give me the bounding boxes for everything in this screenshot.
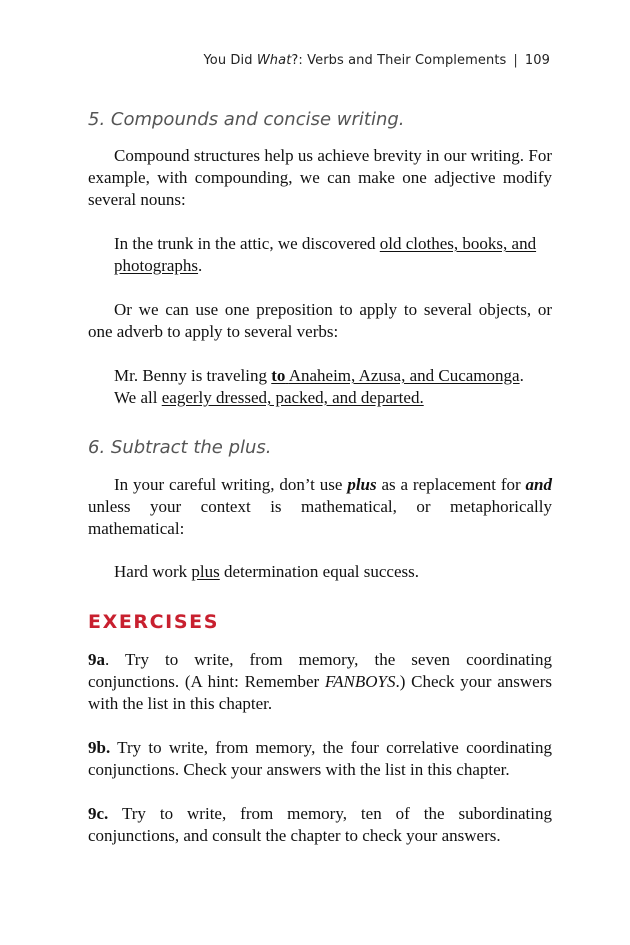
section-6-paragraph xyxy=(88,474,552,540)
section-5-paragraph-1: Compound structures help us achieve brevity in our writing. For example, with compounding, we can make one adjective modify several nouns: xyxy=(88,146,552,209)
running-head-separator: | xyxy=(513,53,518,68)
example-1-text: In the trunk in the attic, we discovered xyxy=(114,234,380,253)
example-4-text: Hard work xyxy=(114,562,192,581)
running-head-title-post: ?: Verbs and Their Complements xyxy=(291,53,507,68)
exercise-9a xyxy=(88,649,552,715)
section-6-heading: 6. Subtract the plus. xyxy=(88,437,272,458)
exercise-9a-text-1: . Try to write, from memory, the seven coordinating conjunctions. (A hint: Remember xyxy=(88,650,552,691)
example-2-preposition: to xyxy=(271,366,286,385)
example-adverb xyxy=(114,387,554,409)
exercise-9c xyxy=(88,803,552,847)
exercise-9c-label: 9c. xyxy=(88,804,109,823)
example-1-underlined: old clothes, books, and photographs xyxy=(114,234,537,275)
example-2-objects: Anaheim, Azusa, and Cucamonga xyxy=(288,366,520,385)
exercise-9b xyxy=(88,737,552,781)
example-4-plus: plus xyxy=(191,562,220,581)
example-3-underlined: eagerly dressed, packed, and departed. xyxy=(161,388,424,407)
section-5-heading: 5. Compounds and concise writing. xyxy=(88,109,405,130)
example-1-end: . xyxy=(198,256,203,275)
section-6-and: and xyxy=(525,475,552,494)
running-head xyxy=(203,53,550,68)
example-compound-nouns xyxy=(114,233,554,277)
example-plus xyxy=(114,561,554,583)
section-6-plus: plus xyxy=(347,475,377,494)
exercises-heading: EXERCISES xyxy=(88,611,219,633)
example-preposition xyxy=(114,365,554,387)
example-3-text: We all xyxy=(114,388,162,407)
running-head-title-italic: What xyxy=(256,53,292,68)
page-number: 109 xyxy=(524,53,550,68)
exercise-9a-fanboys: FANBOYS xyxy=(324,672,396,691)
section-5-paragraph-2: Or we can use one preposition to apply to several objects, or one adverb to apply to several verbs: xyxy=(88,300,552,341)
section-6-text-2: as a replacement for xyxy=(376,475,526,494)
exercise-9a-label: 9a xyxy=(88,650,105,669)
example-4-end: determination equal success. xyxy=(219,562,419,581)
exercise-9b-text: Try to write, from memory, the four correlative coordinating conjunctions. Check your answers with the list in this chapter. xyxy=(88,738,552,779)
exercise-9c-text: Try to write, from memory, ten of the subordinating conjunctions, and consult the chapter to check your answers. xyxy=(88,804,552,845)
exercise-9b-label: 9b. xyxy=(88,738,111,757)
example-2-text: Mr. Benny is traveling xyxy=(114,366,272,385)
section-6-text-3: unless your context is mathematical, or metaphorically mathematical: xyxy=(88,497,552,538)
example-2-end: . xyxy=(519,366,524,385)
exercise-9a-text-2: .) Check your answers with the list in this chapter. xyxy=(88,672,552,713)
running-head-title-pre: You Did xyxy=(203,53,257,68)
section-6-text-1: In your careful writing, don’t use xyxy=(114,475,348,494)
